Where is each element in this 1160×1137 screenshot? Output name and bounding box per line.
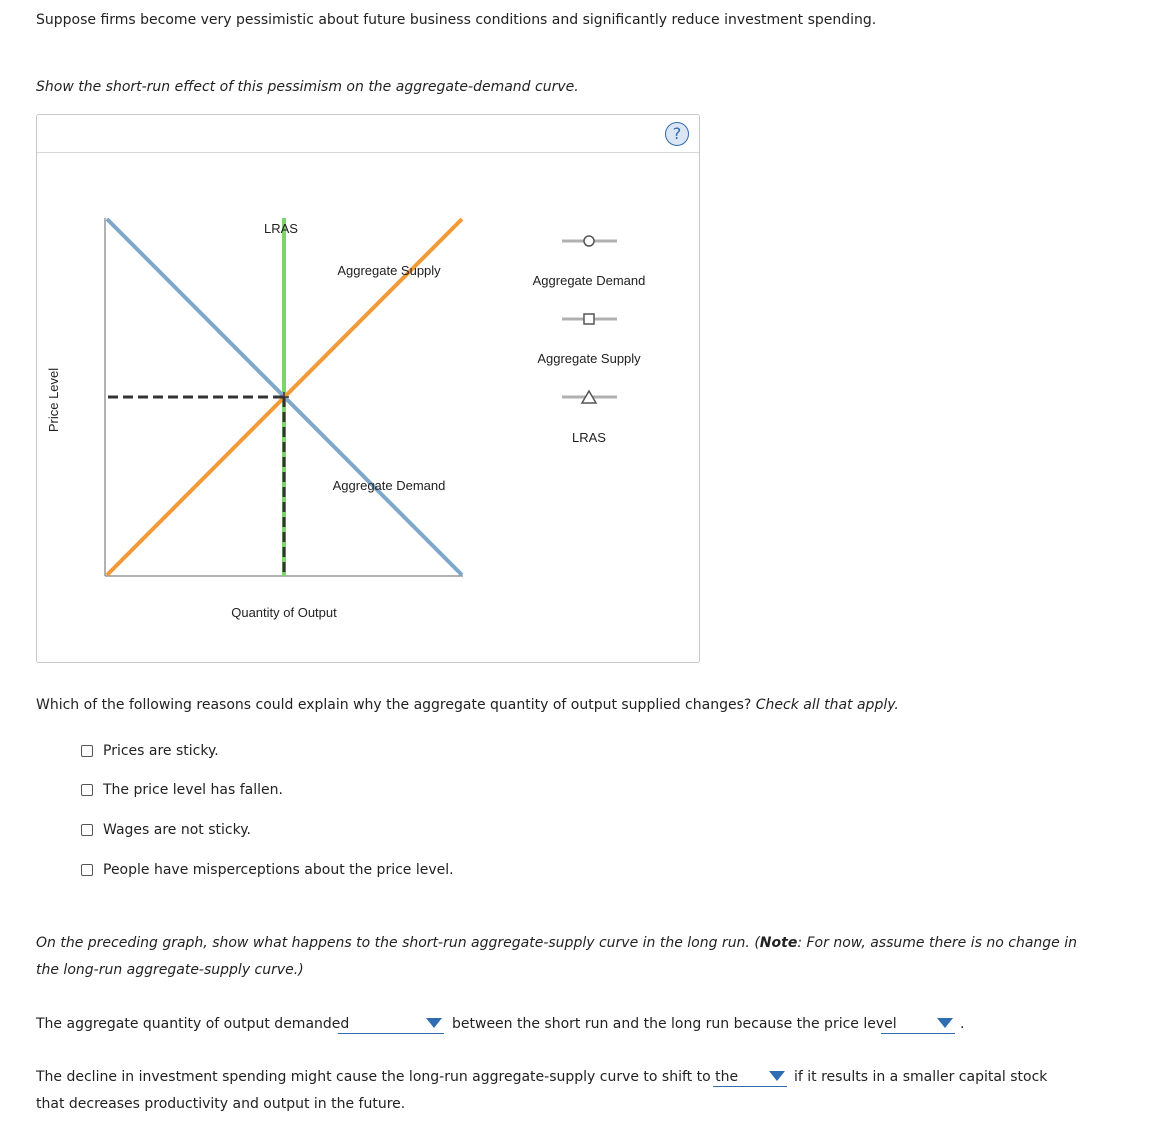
y-axis-label: Price Level [46,367,61,433]
checkbox[interactable] [81,824,93,836]
checkbox-question-prompt [36,697,899,713]
graph-panel [36,114,700,663]
price-level-dropdown[interactable] [881,1014,955,1034]
note-word: Note [759,935,798,951]
palette-tool-lras[interactable] [562,391,617,445]
help-icon[interactable]: ? [665,122,689,146]
sentence2-part-a: The decline in investment spending might cause the long-run aggregate-supply curve to shift to the [36,1069,739,1085]
option-wages-not-sticky[interactable] [81,822,251,838]
aggregate-demand-label: Aggregate Demand [332,478,446,493]
prompt-part: : For now, assume there is no change in [797,935,1078,951]
question-intro: Suppose firms become very pessimistic about future business conditions and significantly reduce investment spending. [36,12,877,28]
option-price-level-fallen[interactable] [81,782,283,798]
aggregate-supply-label: Aggregate Supply [337,263,441,278]
lras-shift-dropdown[interactable] [713,1067,787,1087]
circle-marker-icon [584,236,594,246]
chevron-down-icon [426,1018,442,1028]
long-run-prompt-line1 [36,935,1077,951]
lras-label: LRAS [264,221,298,236]
option-label: The price level has fallen. [103,782,283,798]
prompt-text: Which of the following reasons could explain why the aggregate quantity of output supplied changes? [36,697,752,713]
square-marker-icon [584,314,594,324]
chevron-down-icon [769,1071,785,1081]
option-label: People have misperceptions about the price level. [103,862,454,878]
palette-label-aggregate-demand: Aggregate Demand [532,273,646,288]
prompt-part: On the preceding graph, show what happens to the short-run aggregate-supply curve in the long run. ( [36,935,760,951]
chevron-down-icon [937,1018,953,1028]
checkbox[interactable] [81,864,93,876]
x-axis-label: Quantity of Output [231,605,337,620]
sentence2-part-c: that decreases productivity and output in the future. [36,1096,406,1112]
prompt-italic: Check all that apply. [755,697,899,713]
palette-tool-aggregate-supply[interactable] [537,314,641,366]
palette-label-aggregate-supply: Aggregate Supply [537,351,641,366]
sentence1-part-a: The aggregate quantity of output demanded [36,1016,350,1032]
checkbox[interactable] [81,784,93,796]
option-label: Wages are not sticky. [103,822,251,838]
sentence2-part-b: if it results in a smaller capital stock [794,1069,1048,1085]
sentence1-part-c: . [960,1016,965,1032]
option-misperceptions[interactable] [81,862,454,878]
long-run-prompt-line2: the long-run aggregate-supply curve.) [36,962,304,978]
palette-tool-aggregate-demand[interactable] [533,236,646,288]
question-instruction: Show the short-run effect of this pessimism on the aggregate-demand curve. [36,79,579,95]
quantity-demanded-dropdown[interactable] [338,1014,444,1034]
sentence1-part-b: between the short run and the long run because the price level [452,1016,897,1032]
checkbox[interactable] [81,745,93,757]
palette-label-lras: LRAS [572,430,606,445]
option-label: Prices are sticky. [103,743,219,759]
graph-canvas[interactable] [37,115,699,662]
option-prices-sticky[interactable] [81,743,219,759]
